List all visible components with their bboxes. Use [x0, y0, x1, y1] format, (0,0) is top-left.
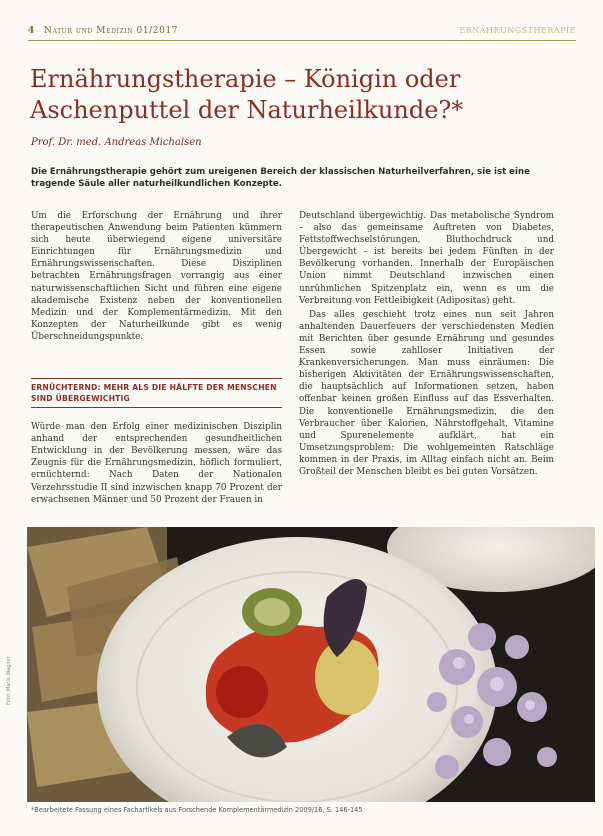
- running-header: [28, 26, 576, 41]
- photo-credit: Foto: Mario Wagner: [6, 656, 12, 705]
- text-column-right: [299, 210, 554, 480]
- food-photo-illustration: [27, 527, 595, 802]
- potato: [315, 639, 379, 715]
- paragraph: Um die Erforschung der Ernährung und ihrer therapeutischen Anwendung beim Patienten kümmern sich heute überwiegend eigene universitäre Einrichtungen für Ernährungsmedizin und Ernährungswissenschaften. Diese Disziplinen betrachten Ernährungsfragen vorrangig aus einer naturwissenschaftlichen Sicht und führen eine eigene akademische Existenz neben der konventionellen Medizin und der Komplementärmedizin. Mit den Konzepten der Naturheilkunde gibt es wenig Überschneidungspunkte.: [31, 211, 282, 342]
- paragraph: Würde man den Erfolg einer medizinischen Disziplin anhand der entsprechenden gesundheitlichen Entwicklung in der Bevölkerung messen, wäre das Zeugnis für die Ernährungsmedizin, höflich formuliert, ernüchternd: Nach Daten der Nationalen Verzehrsstudie II sind inzwischen knapp 70 Prozent der erwachsenen Männer und 50 Prozent der Frauen in: [31, 422, 282, 505]
- article-lead: Die Ernährungstherapie gehört zum ureigenen Bereich der klassischen Naturheilverfahren, sie ist eine tragende Säule aller naturheilkundlichen Konzepte.: [31, 167, 530, 189]
- paragraph: Deutschland übergewichtig. Das metabolische Syndrom – also das gemeinsame Auftreten von Diabetes, Fettstoffwechselstörungen, Bluthochdruck und Übergewicht – ist bereits bei jedem Fünften in der Bevölkerung vorhanden. Innerhalb der Europäischen Union nimmt Deutschland inzwischen einen unrühmlichen Spitzenplatz ein, wenn es um die Verbreitung von Fettleibigkeit (Adipositas) geht.: [299, 211, 554, 306]
- page-number: 4: [28, 26, 35, 36]
- text-column-left: [31, 210, 282, 508]
- article-author: Prof. Dr. med. Andreas Michalsen: [31, 137, 202, 148]
- magazine-name: Natur und Medizin 01/2017: [44, 26, 179, 36]
- paragraph: Das alles geschieht trotz eines nun seit Jahren anhaltenden Dauerfeuers der verschiedensten Medien mit Berichten über gesunde Ernährung und gesundes Essen sowie zahlloser Initiativen der Krankenversicherungen. Man muss einräumen: Die bisherigen Aktivitäten der Ernährungswissenschaften, die hauptsächlich auf Informationen setzen, haben offenbar keinen großen Einfluss auf das Essverhalten. Die konventionelle Ernährungsmedizin, die den Verbraucher über Kalorien, Nährstoffgehalt, Vitamine und Spurenelemente aufklärt, hat ein Umsetzungsproblem: Die wohlgemeinten Ratschläge kommen in der Praxis, im Alltag einfach nicht an. Beim Großteil der Menschen bleibt es bei guten Vorsätzen.: [299, 309, 554, 477]
- section-subhead: ERNÜCHTERND: MEHR ALS DIE HÄLFTE DER MENSCHEN SIND ÜBERGEWICHTIG: [31, 378, 282, 408]
- tomato: [216, 666, 268, 718]
- footnote: *Bearbeitete Fassung eines Fachartikels aus Forschende Komplementärmedizin 2009/16, S. 146-145: [31, 806, 363, 814]
- section-label: ERNÄHRUNGSTHERAPIE: [459, 26, 576, 35]
- food-photo: [27, 527, 595, 802]
- article-title: Ernährungstherapie – Königin oder Aschenputtel der Naturheilkunde?*: [30, 65, 464, 124]
